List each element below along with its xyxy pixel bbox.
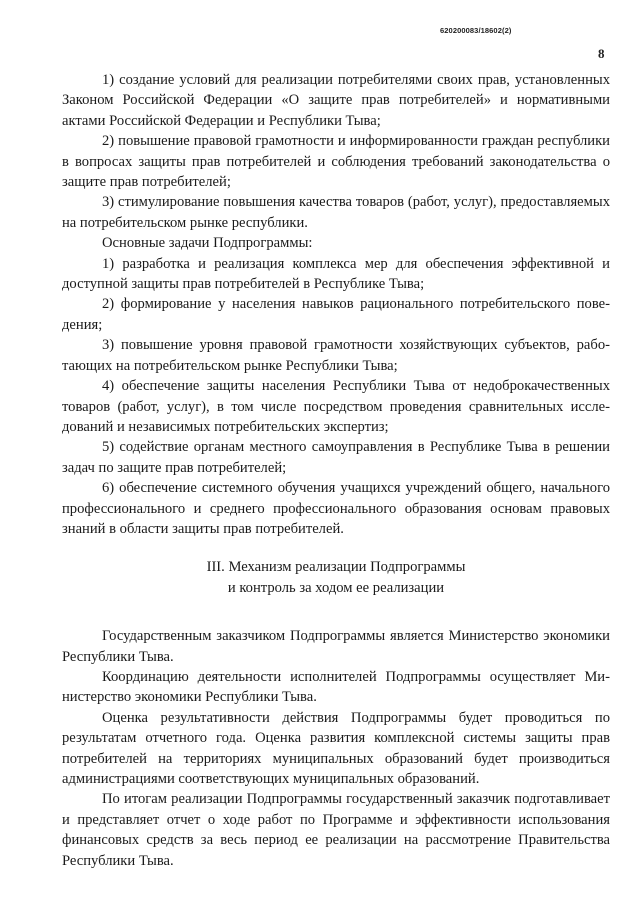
task-item: 1) разработка и реализация комплекса мер для обеспечения эффективной и доступной защиты прав потребителей в Республике Тыва; [62,255,610,293]
goal-item: 1) создание условий для реализации потребителями своих прав, установленных Законом Российской Федерации «О защите прав потребителей» и нормативными актами Российской Федерации и Республики Тыва; [62,72,610,129]
section-heading [62,557,610,598]
section-body [62,626,610,871]
section-paragraph: Оценка результативности действия Подпрограммы будет проводиться по результатам отчетного года. Оценка развития комплексной системы защиты прав потребителей на территориях муниципальных образований будет производиться администрациями соответствующих муниципальных образований. [62,709,610,787]
goal-item: 2) повышение правовой грамотности и информированности граждан республики в вопросах защиты прав потребителей и соблюдения требований законодательства о защите прав потребителей; [62,133,610,191]
task-item: 6) обеспечение системного обучения учащихся учреждений общего, начального профессионального и среднего профессионального образования основам правовых знаний в области защиты прав потребителей. [62,480,610,537]
tasks-title: Основные задачи Подпрограммы: [102,235,313,252]
section-paragraph: По итогам реализации Подпрограммы государственный заказчик подготавливает и представляет отчет о ходе работ по Программе и эффективности использования финансовых средств за весь период ее реализации на рассмотрение Правительства Республики Тыва. [62,791,610,869]
task-item: 3) повышение уровня правовой грамотности хозяйствующих субъектов, работающих на потребительском рынке Республики Тыва; [62,337,610,374]
task-item: 4) обеспечение защиты населения Республики Тыва от недоброкачественных товаров (работ, услуг), в том числе посредством проведения сравнительных исследований и независимых потребительских экспертиз; [62,378,610,435]
task-item: 5) содействие органам местного самоуправления в Республике Тыва в решении задач по защите прав потребителей; [62,439,610,476]
section-heading-line2: и контроль за ходом ее реализации [227,579,445,596]
goal-item: 3) стимулирование повышения качества товаров (работ, услуг), предоставляемых на потребительском рынке республики. [62,194,610,231]
section-paragraph: Координацию деятельности исполнителей Подпрограммы осуществляет Министерство экономики Республики Тыва. [62,668,610,706]
section-heading-line1: III. Механизм реализации Подпрограммы [206,559,466,576]
page-number: 8 [598,46,605,61]
document-id: 620200083/18602(2) [440,26,512,35]
task-item: 2) формирование у населения навыков рационального потребительского поведения; [62,296,610,333]
section-paragraph: Государственным заказчиком Подпрограммы является Министерство экономики Республики Тыва. [62,628,610,665]
document-body [62,70,610,871]
